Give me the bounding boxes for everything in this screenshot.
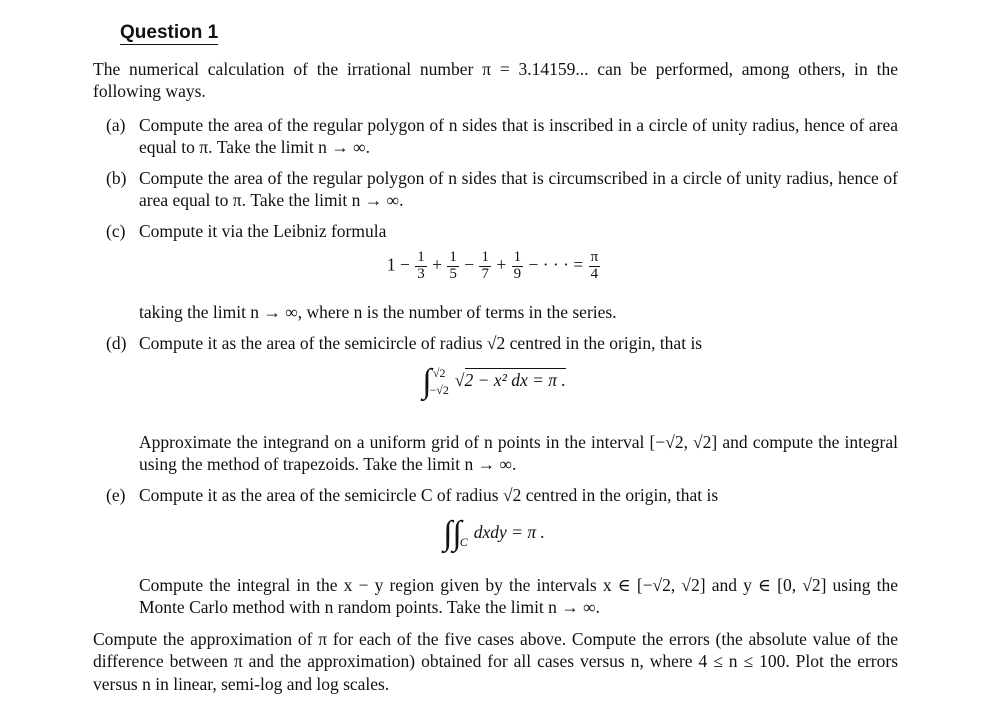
item-d-text: Compute it as the area of the semicircle of radius √2 centred in the origin, that is bbox=[139, 333, 703, 353]
leibniz-fraction bbox=[415, 250, 427, 283]
fraction-numerator: 1 bbox=[513, 249, 522, 265]
fraction-denominator: 4 bbox=[589, 266, 601, 283]
fraction-numerator: 1 bbox=[449, 249, 457, 265]
integral-e bbox=[0, 517, 988, 551]
double-integral-sign: ∫∫ bbox=[443, 515, 462, 552]
sqrt-symbol: √ bbox=[454, 370, 465, 391]
integrand-e: dxdy = π . bbox=[473, 522, 545, 543]
integrand-d: 2 − x² dx = π . bbox=[464, 370, 566, 391]
fraction-numerator: 1 bbox=[417, 249, 425, 265]
item-d-after: Approximate the integrand on a uniform grid of n points in the interval [−√2, √2] and compute the integral using the method of trapezoids. Take the limit n → ∞. bbox=[139, 432, 898, 475]
leibniz-operator: + bbox=[496, 254, 507, 275]
item-d bbox=[106, 332, 898, 354]
leibniz-fraction bbox=[479, 250, 491, 283]
closing-paragraph: Compute the approximation of π for each of the five cases above. Compute the errors (the absolute value of the difference between π and the approximation) obtained for all cases versus n, where 4 ≤ n ≤ 100. Plot the errors versus n in linear, semi-log and log scales. bbox=[93, 629, 898, 694]
leibniz-operator: − bbox=[464, 254, 475, 275]
integral-d bbox=[0, 365, 988, 399]
item-c-text: Compute it via the Leibniz formula bbox=[139, 221, 387, 241]
integral-upper-limit: √2 bbox=[432, 366, 446, 381]
item-b bbox=[106, 167, 898, 212]
integral-limits bbox=[430, 365, 449, 399]
fraction-denominator: 5 bbox=[449, 265, 457, 282]
item-a-label: (a) bbox=[106, 115, 126, 135]
integral-lower-limit: −√2 bbox=[429, 383, 449, 397]
leibniz-lead: 1 − bbox=[386, 254, 410, 275]
item-a-text: Compute the area of the regular polygon of n sides that is inscribed in a circle of unity radius, hence of area equal to π. Take the limit n → ∞. bbox=[139, 115, 898, 158]
integral-region-label: C bbox=[459, 535, 468, 549]
leibniz-fraction bbox=[512, 250, 524, 283]
item-b-text: Compute the area of the regular polygon of n sides that is circumscribed in a circle of unity radius, hence of area equal to π. Take the limit n → ∞. bbox=[139, 168, 898, 211]
question-heading: Question 1 bbox=[120, 22, 219, 43]
fraction-denominator: 7 bbox=[481, 265, 489, 282]
item-b-label: (b) bbox=[106, 168, 127, 188]
item-d-label: (d) bbox=[106, 333, 127, 353]
item-a bbox=[106, 114, 898, 159]
fraction-denominator: 3 bbox=[417, 265, 425, 282]
leibniz-fraction bbox=[447, 250, 459, 283]
item-c bbox=[106, 220, 898, 242]
integral-sign: ∫ bbox=[422, 363, 432, 400]
item-e bbox=[106, 484, 898, 506]
leibniz-operator: + bbox=[432, 254, 442, 275]
integral-region bbox=[460, 517, 468, 551]
fraction-numerator: 1 bbox=[481, 249, 489, 265]
item-c-after: taking the limit n → ∞, where n is the number of terms in the series. bbox=[139, 302, 617, 322]
leibniz-operator: − · · · = bbox=[528, 254, 584, 275]
intro-paragraph: The numerical calculation of the irrational number π = 3.14159... can be performed, among others, in the following ways. bbox=[93, 59, 898, 102]
leibniz-formula bbox=[0, 250, 988, 283]
item-e-label: (e) bbox=[106, 485, 126, 505]
fraction-numerator: π bbox=[590, 249, 599, 265]
leibniz-fraction bbox=[589, 250, 601, 283]
fraction-denominator: 9 bbox=[513, 265, 522, 282]
item-c-label: (c) bbox=[106, 221, 126, 241]
item-e-after: Compute the integral in the x − y region given by the intervals x ∈ [−√2, √2] and y ∈ [0, √2] using the Monte Carlo method with n random points. Take the limit n → ∞. bbox=[139, 575, 898, 618]
item-e-text: Compute it as the area of the semicircle C of radius √2 centred in the origin, that is bbox=[139, 485, 719, 505]
